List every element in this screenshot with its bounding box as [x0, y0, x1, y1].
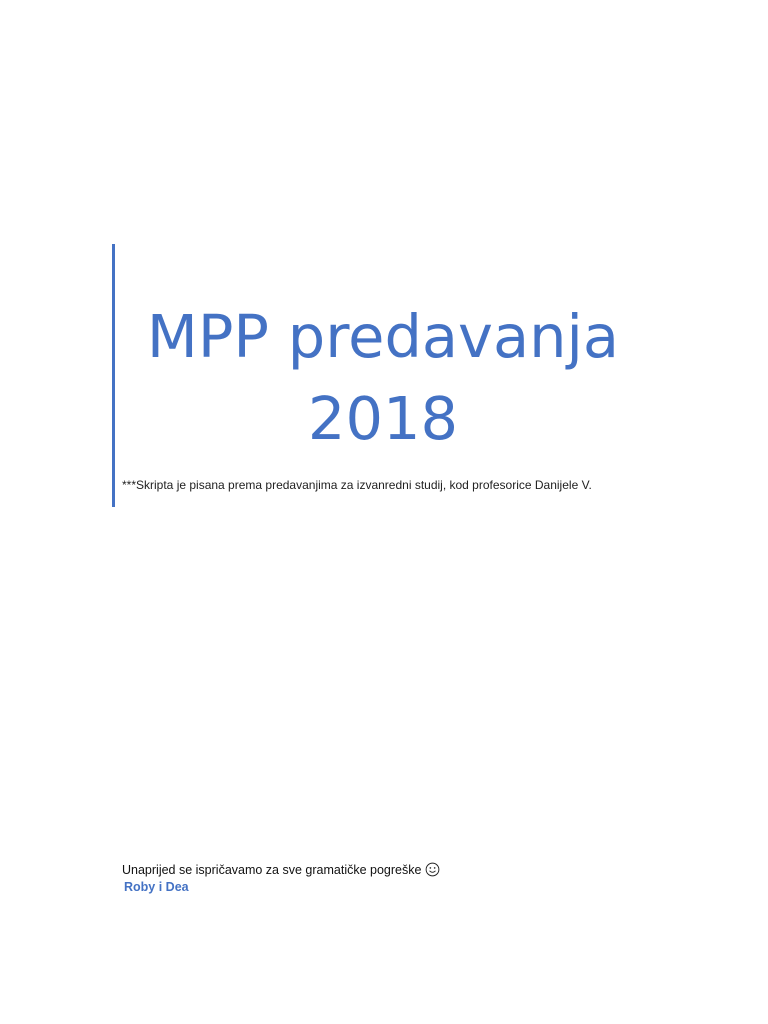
document-title [118, 296, 648, 460]
title-line-2: 2018 [307, 384, 459, 453]
document-subtitle: ***Skripta je pisana prema predavanjima za izvanredni studij, kod profesorice Danijele V. [122, 478, 592, 492]
authors: Roby i Dea [124, 880, 189, 894]
apology-text: Unaprijed se ispričavamo za sve gramatičke pogreške [122, 862, 422, 877]
title-accent-bar [112, 244, 115, 507]
apology-note [122, 862, 440, 877]
title-line-1: MPP predavanja [146, 302, 620, 371]
smiley-icon [425, 862, 440, 877]
